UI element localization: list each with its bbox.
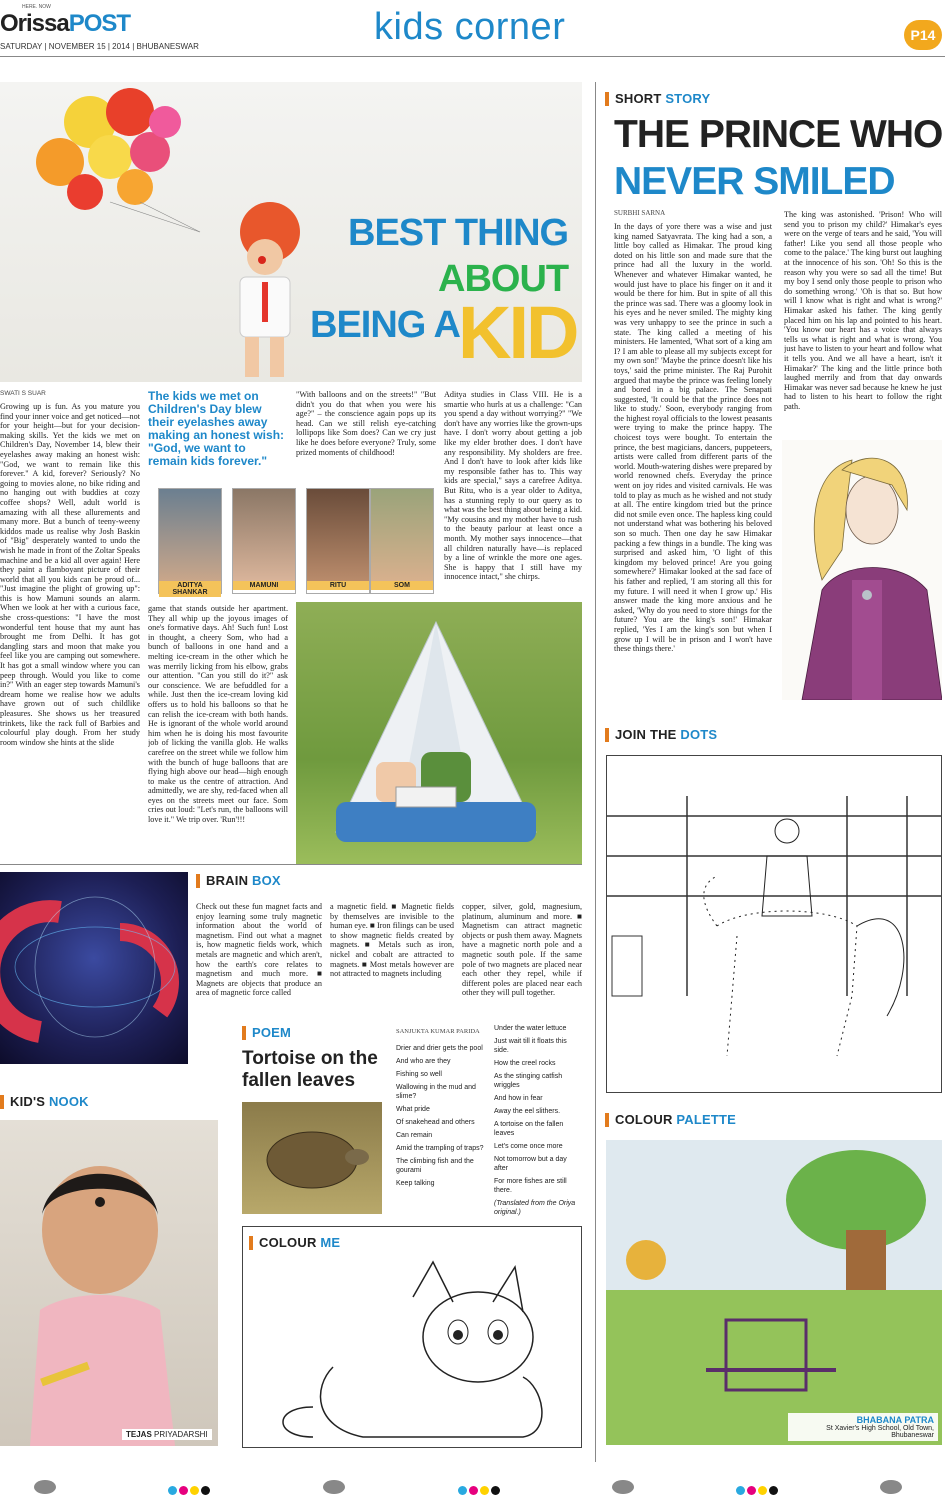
masthead	[0, 0, 945, 60]
poem-line: Can remain	[396, 1132, 433, 1139]
story-title-line1: THE PRINCE WHO	[614, 113, 943, 156]
kid-photo	[306, 488, 370, 594]
feature-column-3a: Aditya studies in Class VIII. He is a smartie who hurls at us a challenge: "Can you spend a day without worrying?" "We don't have any worries like the grown-ups have. I don't worry about getting a job like my elder brother does. I don't have any responsibility. My sholders are free. And I don't have to look after kids like my responsible father has to. This way kids are special," says a carefree Aditya. But Ritu, who is a year older to Aditya, has a stunning reply to our query as to what was the best thing about being a kid. "My cousins and my mother have to rush to the beauty parlour at least once a month. My mother says innocence—that all children naturally have—is replaced by a line of wrinkle the more one ages. She is happy that I still have my innocence intact," she chirps.	[444, 390, 582, 582]
brain-box-column-1: Check out these fun magnet facts and enjoy learning some truly magnetic information about the world of magnetism. Find out what a magnet is, how magnetic fields work, which metals are magnetic and which aren't, how the earth's core relates to magnetism and much more. ■ Magnets are objects that produce an area of magnetic force called	[196, 902, 322, 998]
poem-line: How the creel rocks	[494, 1060, 556, 1067]
poem-byline: SANJUKTA KUMAR PARIDA	[396, 1028, 480, 1035]
colour-palette-heading: COLOUR PALETTE	[605, 1113, 736, 1127]
kid-caption: MAMUNI	[233, 581, 295, 590]
print-registration-marks	[0, 1478, 945, 1496]
color-bar	[458, 1482, 502, 1497]
poem-line: As the stinging catfish wriggles	[494, 1073, 563, 1089]
poem-line: And who are they	[396, 1058, 451, 1065]
poem-line: (Translated from the Oriya original.)	[494, 1200, 576, 1216]
brand-logo: OrissaPOST	[0, 10, 131, 37]
page-number-badge: P14	[904, 20, 942, 50]
cat-outline-drawing	[253, 1257, 573, 1447]
magnet-image	[0, 872, 188, 1064]
tent-illustration	[296, 602, 582, 864]
registration-mark	[323, 1480, 345, 1494]
feature-byline: SWATI S SUAR	[0, 390, 46, 397]
kid-caption: SOM	[371, 581, 433, 590]
kid-portrait	[371, 489, 433, 581]
story-column-2: The king was astonished. 'Prison! Who will send you to prison my child?' Himakar's eyes were on the verge of tears and he said, 'You will father! Like you send all those people who come to the palace.' The king burst out laughing at the innocence of his son. 'Oh! So this is the reason why you were so sad all the time! But my boy I send only those people to prison who do something wrong.' 'Oh is that so. But how will I know what is right and what is wrong?' Himakar asked his father. The king gently placed him on his lap and pointed to his heart. 'You know our heart has a voice that always tells us what is right and what is wrong. You just have to listen to your heart and follow what it tells you. And we all have a heart, isn't it Himakar?' The king and the little prince both laughed merrily and from that day onwards Himakar was never sad because he knew he just had to listen to his heart to follow the right path.	[784, 210, 942, 411]
poem-line: Not tomorrow but a day after	[494, 1156, 567, 1172]
headline-best-thing: BEST THING	[348, 212, 569, 254]
section-rule	[0, 864, 582, 865]
registration-mark	[612, 1480, 634, 1494]
story-title-line2: NEVER SMILED	[614, 160, 895, 203]
kids-nook-photo	[0, 1120, 218, 1446]
poem-line: The climbing fish and the gourami	[396, 1158, 474, 1174]
headline-about: ABOUT	[438, 258, 569, 300]
poem-line: Away the eel slithers.	[494, 1108, 561, 1115]
poem-line: Drier and drier gets the pool	[396, 1045, 483, 1052]
story-column-1: In the days of yore there was a wise and just king named Satyavrata. The king had a son, a little boy called as Himakar. The proud king doted on his little son and made sure that the prince had all the luxury in the world. Whenever and whatever Himakar wanted, he would just have to place his finger on it and it would be there for him. But in spite of all this the prince was sad. There was a gloomy look in his eyes and he never smiled. The mighty king was very unhappy to see the prince in such a state. The king called a meeting of his ministers. He lamented, 'What sort of a king am I? I am able to please all my subjects except for my own son!' 'Maybe the prince doesn't like his toys,' said the prime minister. The Raj Purohit argued that maybe the prince was feeling lonely and bored in a big palace. The Senapati suggested, 'It could be that the prince does not like to study.' Soon, everybody ranging from the highest royal officials to the lowest peasants were trying to make the prince happy. The choicest toys were bought. To entertain the prince, the best magicians, dancers, puppeteers, artists were called from different parts of the world. Mouth-watering dishes were prepared by world renowned chefs. Everyday the prince went on joy rides and visited carnivals. He was told to play as much as he wished and not study at all. The entire kingdom tried but the prince did not smile even once. The hapless king could not understand what was bothering his beloved son so much. Then one day he saw Himakar packing a few things in a bundle. The king was surprised and asked him, 'O light of this kingdom my beloved prince! Are you going somewhere?' Himakar looked at the sad face of his father and replied, 'I am storing all this for my future. I will need it when I grow up.' His answer made the king more anxious and he asked, 'Why do you need to store things for the future? You are the king's son!' Himakar replied, 'Yes I am the king's son but when I grow up I will be in prison and I won't have these things there.'	[614, 222, 772, 654]
poem-line: Let's come once more	[494, 1143, 563, 1150]
section-title: kids corner	[374, 6, 566, 48]
kid-portrait	[233, 489, 295, 581]
kid-photo	[370, 488, 434, 594]
kids-nook-heading: KID'S NOOK	[0, 1095, 89, 1109]
kids-photo-strip	[148, 488, 438, 594]
tortoise-photo	[242, 1102, 382, 1214]
poem-line: Wallowing in the mud and slime?	[396, 1084, 476, 1100]
brain-box-column-3: copper, silver, gold, magnesium, platinum, aluminum and more. ■ Magnetism can attract magnetic objects or push them away. Magnets have a magnetic north pole and a magnetic south pole. If the same pole of two magnets are placed near each other they repel, while if different poles are placed near each other they will pull together.	[462, 902, 582, 998]
kid-drawing	[606, 1140, 942, 1445]
kid-portrait	[307, 489, 369, 581]
poem-line: Of snakehead and others	[396, 1119, 475, 1126]
tent-photo	[296, 602, 582, 864]
feature-column-2b: game that stands outside her apartment. They all whip up the joyous images of one's formative days. Ah! Such fun! Lost in thought, a cheery Som, who had a bunch of balloons in one hand and a melting ice-cream in the other which he was merrily licking from his elbow, grabs our attention. "Can you still do it?" ask our conscience. We are befuddled for a while. Just then the ice-cream loving kid offers us to hold his balloons so that he can relish the ice-cream with both hands. He is ignorant of the whole world around him when he is doing his most favourite job of licking the vanilla glob. He walks carefree on the street while we follow him with the bunch of huge balloons that are flying high above our head—high enough to make us the centre of attraction. And admittedly, we are shy, red-faced when all eyes on the streets meet our face. Som cries out loud: "Let's run, the balloons will love it." We trip over. 'Run'!!!	[148, 604, 288, 825]
headline-being-a: BEING A	[310, 304, 460, 346]
brain-box-column-2: a magnetic field. ■ Magnetic fields by themselves are invisible to the human eye. ■ Iron filings can be used to show magnetic fields created by magnets. ■ Metals such as iron, nickel and cobalt are attracted to magnets. ■ Most metals however are not attracted to magnets including	[330, 902, 454, 979]
artist-name: BHABANA PATRA	[856, 1415, 934, 1425]
artist-school: St Xavier's High School, Old Town,	[826, 1425, 934, 1432]
color-bar	[168, 1482, 212, 1497]
poem-title: Tortoise on the fallen leaves	[242, 1048, 378, 1091]
dateline: SATURDAY | NOVEMBER 15 | 2014 | BHUBANESWAR	[0, 42, 199, 51]
poem-line: And how in fear	[494, 1095, 543, 1102]
headline-kid: KID	[458, 291, 577, 374]
drawing-credit	[788, 1413, 938, 1441]
kid-caption: RITU	[307, 581, 369, 590]
poem-line: Keep talking	[396, 1180, 435, 1187]
colour-me-box[interactable]	[242, 1226, 582, 1448]
prince-illustration	[782, 440, 942, 700]
colour-me-heading: COLOUR ME	[249, 1236, 340, 1250]
join-dots-heading: JOIN THE DOTS	[605, 728, 717, 742]
poem-line: What pride	[396, 1106, 430, 1113]
poem-line: Amid the trampling of traps?	[396, 1145, 484, 1152]
poem-line: Under the water lettuce	[494, 1025, 567, 1032]
registration-mark	[880, 1480, 902, 1494]
join-dots-activity[interactable]	[606, 755, 942, 1093]
kid-caption: ADITYA SHANKAR	[159, 581, 221, 597]
feature-column-1: Growing up is fun. As you mature you find your inner voice and get noticed—not for your height—but for your decision-making skills. Yet the kids we met on Children's Day, November 14, blew their eyelashes away making an honest wish: "God, we want to remain like this forever." A kid, forever? Seriously? No going to movies alone, no bike riding and no hanging out with buddies at cozy coffee shops? Well, adult world is amazing with all these allurements and many more. But a bunch of teeny-weeny kiddos made us realise why Josh Baskin of "Big" desperately wanted to undo the wish he made in front of the Zoltar Speaks machine and be a kid all over again! Here they paint a flamboyant picture of their world that all you kids can be proud of... "Just imagine the plight of growing up": this is how Mamuni sounds an alarm. When we look at her with a curious face, she cross-questions: "I have the most wonderful tent house that my aunt has brought me from Delhi. It has got dangling stars and moon that make you feel like you are camping out somewhere. It has got a small window where you can peep through. Would you like to come in?" With an eager step towards Mamuni's dream home we realise how we adults have grown out of such childlike pleasures. She shows us her treasured trinkets, like the rack full of Barbies and colourful play dough. From her study room window she hints at the slide	[0, 402, 140, 747]
poem-heading: POEM	[242, 1026, 291, 1040]
brain-box-heading: BRAIN BOX	[196, 874, 281, 888]
poem-line: Just wait till it floats this side.	[494, 1038, 567, 1054]
tagline: HERE. NOW	[22, 4, 51, 10]
kid-photo	[158, 488, 222, 594]
masthead-rule	[0, 56, 945, 57]
story-byline: SURBHI SARNA	[614, 209, 666, 217]
pull-quote: The kids we met on Children's Day blew their eyelashes away making an honest wish: "God, we want to remain kids forever."	[148, 389, 285, 468]
kid-photo	[232, 488, 296, 594]
poem-line: Fishing so well	[396, 1071, 442, 1078]
poem-column-1	[396, 1044, 486, 1188]
kids-nook-caption: TEJAS PRIYADARSHI	[122, 1429, 212, 1440]
color-bar	[736, 1482, 780, 1497]
registration-mark	[34, 1480, 56, 1494]
poem-line: For more fishes are still there.	[494, 1178, 567, 1194]
poem-line: A tortoise on the fallen leaves	[494, 1121, 564, 1137]
hero-image	[0, 82, 582, 382]
column-divider	[595, 82, 596, 1462]
feature-column-2a: "With balloons and on the streets!" "But didn't you do that when you were his age?" – the conscience again pops up its head. Can we still relish eye-catching lollipops like Som does? Can we cry just like he does before everyone? Truly, some prized moments of childhood!	[296, 390, 436, 457]
kid-portrait	[159, 489, 221, 581]
story-kicker: SHORT STORY	[605, 92, 710, 106]
poem-column-2	[494, 1024, 580, 1217]
artist-city: Bhubaneswar	[891, 1432, 934, 1439]
